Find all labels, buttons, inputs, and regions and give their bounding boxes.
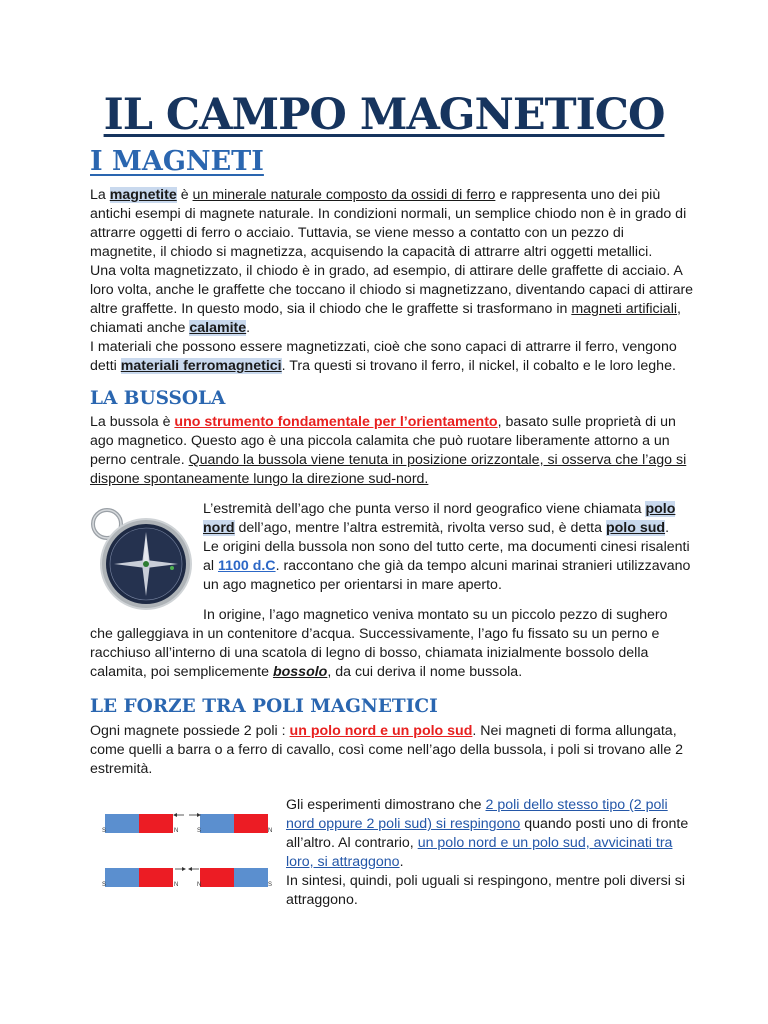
paragraph-line: come quelli a barra o a ferro di cavallo, così come nell’ago della bussola, i poli si trovano alle 2: [90, 742, 684, 758]
paragraph-line: I materiali che possono essere magnetizzati, cioè che sono capaci di attrarre il ferro, vengono: [90, 339, 677, 355]
paragraph-line: nord dell’ago, mentre l’altra estremità, rivolta verso sud, è detta polo sud.: [203, 520, 670, 536]
paragraph-line: Ogni magnete possiede 2 poli : un polo nord e un polo sud. Nei magneti di forma allungata,: [90, 723, 677, 739]
paragraph-magneti: [90, 186, 693, 376]
paragraph-line: La magnetite è un minerale naturale composto da ossidi di ferro e rappresenta uno dei più: [90, 187, 661, 203]
paragraph-line: magnetite, il chiodo si magnetizza, acquisendo la capacità di attrarre altri oggetti metallici.: [90, 244, 653, 260]
section-heading-forze: LE FORZE TRA POLI MAGNETICI: [90, 696, 438, 717]
emphasized-text: calamite: [189, 320, 247, 336]
emphasized-text: 1100 d.C: [217, 558, 276, 574]
magnet-bar: [200, 814, 268, 833]
text-link[interactable]: un polo nord e un polo sud, avvicinati tra: [417, 835, 673, 851]
paragraph-line: chiamati anche calamite.: [90, 320, 251, 336]
paragraph-forze-intro: [90, 722, 683, 779]
emphasized-text: nord: [203, 520, 235, 536]
paragraph-line: Una volta magnetizzato, il chiodo è in grado, ad esempio, di attirare delle graffette di acciaio. A: [90, 263, 683, 279]
pole-label-s: S: [197, 828, 202, 834]
pole-label-n: N: [197, 882, 202, 888]
paragraph-line: nord oppure 2 poli sud) si respingono quando posti uno di fronte: [286, 816, 689, 832]
paragraph-line: al 1100 d.C. raccontano che già da tempo alcuni marinai stranieri utilizzavano: [203, 558, 691, 574]
paragraph-line: attrarre oggetti di ferro o acciaio. Tuttavia, se viene messo a contatto con un pezzo di: [90, 225, 624, 241]
magnets-diagram: [100, 808, 280, 898]
emphasized-text: polo sud: [605, 520, 666, 536]
emphasized-text: materiali ferromagnetici: [120, 358, 282, 374]
pole-label-n: N: [174, 882, 179, 888]
pole-label-s: S: [268, 882, 273, 888]
paragraph-line: Gli esperimenti dimostrano che 2 poli dello stesso tipo (2 poli: [286, 797, 668, 813]
paragraph-bussola-origin: [90, 606, 668, 625]
emphasized-text: dispone spontaneamente lungo la direzione sud-nord.: [90, 471, 429, 487]
emphasized-text: polo: [645, 501, 676, 517]
paragraph-line: ago magnetico. Questo ago è una piccola calamita che può ruotare liberamente attorno a un: [90, 433, 670, 449]
paragraph-line: racchiuso all’interno di una scatola di legno di bosso, chiamata inizialmente bossolo della: [90, 645, 649, 661]
repel-arrows: [172, 808, 202, 818]
emphasized-text: magneti artificiali: [571, 301, 678, 317]
paragraph-line: La bussola è uno strumento fondamentale per l’orientamento, basato sulle proprietà di un: [90, 414, 676, 430]
paragraph-line: In sintesi, quindi, poli uguali si respingono, mentre poli diversi si: [286, 873, 686, 889]
section-heading-magneti: I MAGNETI: [90, 146, 264, 177]
paragraph-line: perno centrale. Quando la bussola viene tenuta in posizione orizzontale, si osserva che l’ago si: [90, 452, 687, 468]
text-link[interactable]: 2 poli dello stesso tipo (2 poli: [485, 797, 668, 813]
pole-label-n: N: [268, 828, 273, 834]
paragraph-line: [90, 470, 686, 489]
pole-label-n: N: [174, 828, 179, 834]
text-link[interactable]: nord oppure 2 poli sud) si respingono: [286, 816, 521, 832]
emphasized-text: bossolo: [272, 664, 328, 680]
paragraph-line: loro volta, anche le graffette che toccano il chiodo si magnetizzano, diventando capaci di attirare: [90, 282, 694, 298]
paragraph-line: all’altro. Al contrario, un polo nord e un polo sud, avvicinati tra: [286, 835, 673, 851]
magnet-bar: [200, 868, 268, 887]
compass-image: [90, 506, 196, 612]
paragraph-line: loro, si attraggono.: [286, 854, 404, 870]
paragraph-line: estremità.: [90, 761, 153, 777]
paragraph-line: antichi esempi di magnete naturale. In condizioni normali, un semplice chiodo non è in grado di: [90, 206, 687, 222]
paragraph-bussola-origin-rest: [90, 625, 659, 682]
emphasized-text: un polo nord e un polo sud: [289, 723, 473, 739]
paragraph-line: un ago magnetico per orientarsi in mare aperto.: [203, 577, 502, 593]
paragraph-line: detti materiali ferromagnetici. Tra questi si trovano il ferro, il nickel, il cobalto e le loro leghe.: [90, 358, 676, 374]
magnet-bar: [105, 868, 173, 887]
pole-label-s: S: [102, 882, 107, 888]
emphasized-text: un minerale naturale composto da ossidi di ferro: [192, 187, 496, 203]
paragraph-line: che galleggiava in un contenitore d’acqua. Successivamente, l’ago fu fissato su un perno e: [90, 626, 660, 642]
paragraph-line: altre graffette. In questo modo, sia il chiodo che le graffette si trasformano in magneti artificiali,: [90, 301, 681, 317]
paragraph-line: calamita, poi semplicemente bossolo, da cui deriva il nome bussola.: [90, 664, 523, 680]
emphasized-text: uno strumento fondamentale per l’orientamento: [174, 414, 498, 430]
page-title: IL CAMPO MAGNETICO: [103, 90, 665, 140]
paragraph-bussola-poles: [203, 500, 690, 595]
section-heading-bussola: LA BUSSOLA: [90, 388, 226, 409]
attract-arrows: [172, 862, 202, 872]
magnet-bar: [105, 814, 173, 833]
emphasized-text: Quando la bussola viene tenuta in posizione orizzontale, si osserva che l’ago si: [188, 452, 687, 468]
paragraph-line: L’estremità dell’ago che punta verso il nord geografico viene chiamata polo: [203, 501, 676, 517]
text-link[interactable]: loro, si attraggono: [286, 854, 400, 870]
paragraph-line: attraggono.: [286, 892, 358, 908]
paragraph-line: Le origini della bussola non sono del tutto certe, ma documenti cinesi risalenti: [203, 539, 690, 555]
paragraph-line: In origine, l’ago magnetico veniva montato su un piccolo pezzo di sughero: [203, 607, 668, 623]
emphasized-text: magnetite: [109, 187, 177, 203]
paragraph-forze-experiments: [286, 796, 688, 910]
pole-label-s: S: [102, 828, 107, 834]
paragraph-bussola-intro: [90, 413, 686, 489]
